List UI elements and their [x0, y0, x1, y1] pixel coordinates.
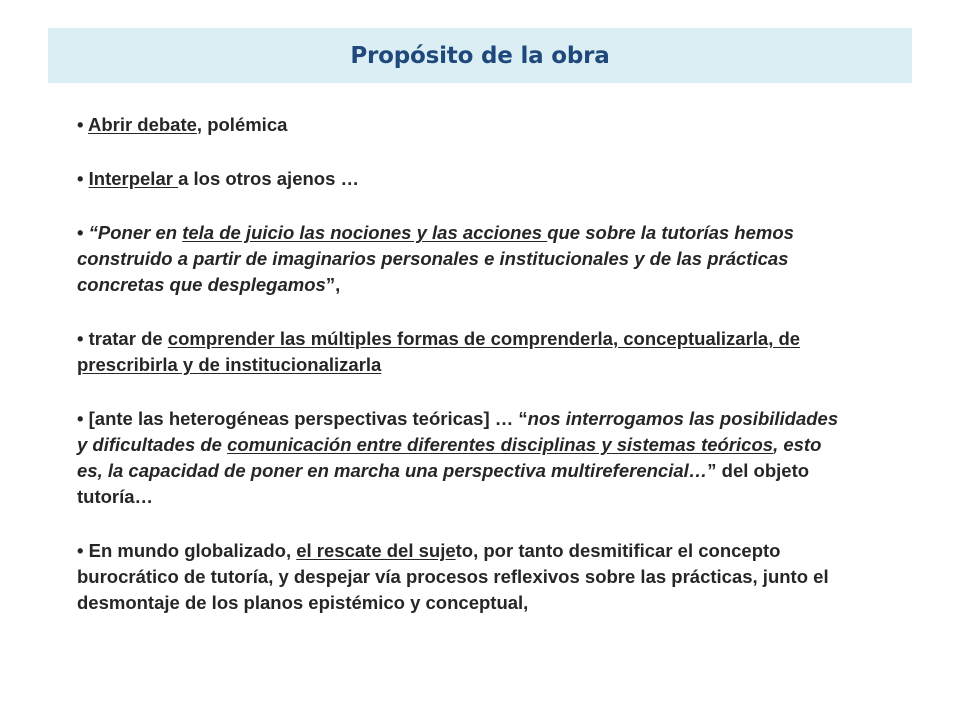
quote-text-rest: que sobre la tutorías hemos construido a partir de imaginarios personales e institucionales y de las prácticas concretas que desplegamos [77, 222, 794, 295]
quote-close: ”, [325, 274, 341, 295]
slide-title: Propósito de la obra [350, 42, 610, 69]
bullet-item-debate [77, 112, 852, 138]
bullet-marker: • [77, 328, 84, 349]
multireferencial-text: , esto es, la capacidad de poner en marcha una perspectiva multireferencial… [77, 434, 822, 481]
bullet-text: , polémica [196, 114, 288, 135]
comunicacion-underlined-text: comunicación entre diferentes disciplinas y sistemas teóricos [227, 434, 774, 455]
quote-underlined-text: tela de juicio las nociones y las acciones [182, 222, 548, 243]
rescate-underlined-text: el rescate del suje [296, 540, 456, 561]
bullet-text: En mundo globalizado, [88, 540, 297, 561]
bullet-text-end: ” del objeto tutoría… [77, 460, 810, 507]
bullet-item-perspectivas [77, 406, 852, 510]
interrogamos-text: nos interrogamos las posibilidades y dificultades de [77, 408, 839, 455]
bullet-item-interpelar [77, 166, 852, 192]
title-banner [48, 28, 912, 83]
quote-text-start: “Poner en [88, 222, 183, 243]
bullet-marker: • [77, 222, 84, 243]
bullet-item-quote [77, 220, 852, 298]
bullet-list [77, 112, 852, 616]
bullet-marker: • [77, 540, 84, 561]
bullet-item-comprender [77, 326, 852, 378]
bullet-text-rest: to, por tanto desmitificar el concepto burocrático de tutoría, y despejar vía procesos reflexivos sobre las prácticas, junto el desmontaje de los planos epistémico y conceptual, [77, 540, 829, 613]
bullet-text: [ante las heterogéneas perspectivas teóricas] … “ [88, 408, 528, 429]
bullet-marker: • [77, 408, 84, 429]
bullet-marker: • [77, 168, 84, 189]
bullet-text: tratar de [88, 328, 168, 349]
interpelar-text: Interpelar [88, 168, 179, 189]
bullet-text: a los otros ajenos … [178, 168, 360, 189]
debate-link-text: Abrir debate [87, 114, 197, 135]
bullet-marker: • [77, 114, 84, 135]
comprender-underlined-text: comprender las múltiples formas de comprenderla, conceptualizarla, de prescribirla y de institucionalizarla [77, 328, 801, 375]
bullet-item-globalizado [77, 538, 852, 616]
